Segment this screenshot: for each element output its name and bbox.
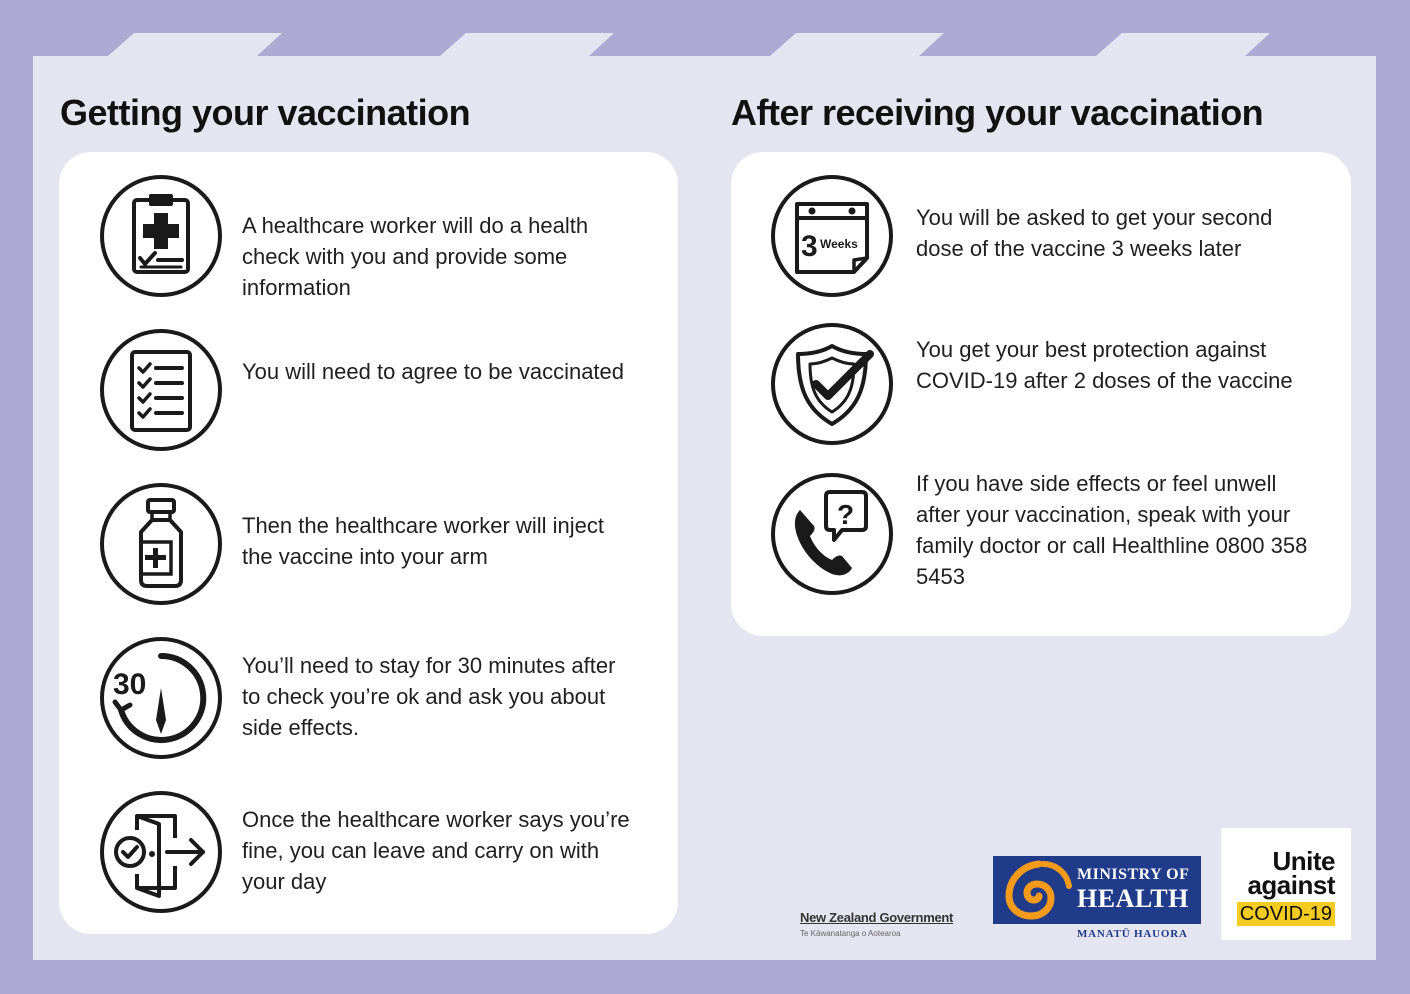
- step-text: Once the healthcare worker says you’re fine, you can leave and carry on with your day: [242, 807, 630, 894]
- unite-covid-badge: COVID-19: [1237, 902, 1335, 926]
- timer-30-icon: [99, 636, 223, 760]
- checklist-icon: [99, 328, 223, 452]
- vaccine-vial-icon: [99, 482, 223, 606]
- unite-line1: Unite: [1272, 846, 1335, 876]
- calendar-word: Weeks: [820, 237, 858, 251]
- step-text: You’ll need to stay for 30 minutes after to check you’re ok and ask you about side effects.: [242, 653, 616, 740]
- calendar-3-weeks-icon: [770, 174, 894, 298]
- calendar-number: 3: [801, 230, 818, 263]
- nz-government-logo: [800, 910, 953, 938]
- step-text: You will need to agree to be vaccinated: [242, 359, 625, 384]
- health-check-clipboard-icon: [99, 174, 223, 298]
- step-text: If you have side effects or feel unwell after your vaccination, speak with your family doctor or call Healthline 0800 358 5453: [916, 471, 1308, 589]
- step-text: A healthcare worker will do a health check with you and provide some information: [242, 213, 589, 300]
- right-section-title: After receiving your vaccination: [731, 92, 1264, 133]
- nzgov-maori-name: Te Kāwanatanga o Aotearoa: [800, 929, 901, 938]
- step-text: You will be asked to get your second dose of the vaccine 3 weeks later: [916, 205, 1273, 261]
- unite-against-covid-logo: [1221, 828, 1351, 940]
- nzgov-name: New Zealand Government: [800, 910, 954, 925]
- moh-line2: HEALTH: [1077, 884, 1189, 913]
- exit-door-icon: [99, 790, 223, 914]
- phone-question-icon: [770, 472, 894, 596]
- moh-line1: MINISTRY OF: [1077, 866, 1190, 883]
- shield-check-icon: [770, 322, 894, 446]
- ministry-of-health-logo: [993, 856, 1201, 942]
- koru-mark-icon: [999, 860, 1073, 920]
- tab-decoration: [0, 0, 1410, 60]
- moh-banner: [993, 856, 1201, 924]
- unite-line2: against: [1247, 870, 1335, 900]
- step-text: Then the healthcare worker will inject the vaccine into your arm: [242, 513, 604, 569]
- question-mark: ?: [837, 499, 855, 530]
- getting-vaccination-card: [59, 152, 678, 934]
- timer-number: 30: [113, 668, 147, 701]
- left-section-title: Getting your vaccination: [60, 92, 471, 133]
- after-vaccination-card: [731, 152, 1351, 636]
- step-text: You get your best protection against COVID-19 after 2 doses of the vaccine: [916, 337, 1293, 393]
- moh-maori-name: MANATŪ HAUORA: [1077, 928, 1188, 940]
